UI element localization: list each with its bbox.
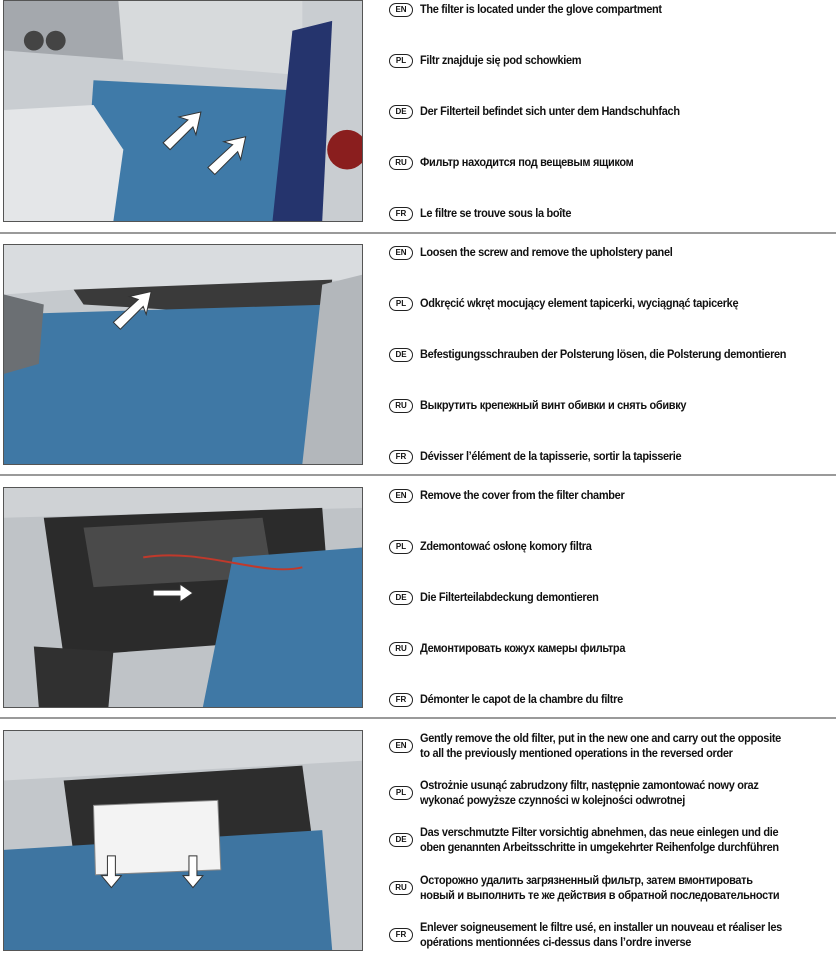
instruction-row: [389, 920, 829, 950]
instruction-row: [389, 2, 829, 17]
instruction-row: [389, 873, 829, 903]
instruction-text: Die Filterteilabdeckung demontieren: [420, 590, 599, 604]
instruction-row: [389, 104, 829, 119]
lang-badge: PL: [389, 786, 413, 800]
lang-badge: RU: [389, 399, 413, 413]
separator: [0, 474, 836, 476]
lang-badge: DE: [389, 348, 413, 362]
instruction-row: [389, 296, 829, 311]
instruction-text: Loosen the screw and remove the upholstery panel: [420, 245, 673, 259]
step-4-photo: [3, 730, 363, 951]
instruction-text: The filter is located under the glove compartment: [420, 2, 662, 16]
instruction-row: [389, 245, 829, 260]
instruction-row: [389, 347, 829, 362]
lang-badge: RU: [389, 642, 413, 656]
instruction-row: [389, 731, 829, 761]
instruction-text: Enlever soigneusement le filtre usé, en installer un nouveau et réaliser les opérations mentionnées ci-dessus dans l’ordre inverse: [420, 920, 782, 949]
instruction-row: [389, 155, 829, 170]
instruction-text: Выкрутить крепежный винт обивки и снять обивку: [420, 398, 687, 412]
step-3-photo: [3, 487, 363, 708]
instruction-text: Демонтировать кожух камеры фильтра: [420, 641, 626, 655]
lang-badge: RU: [389, 156, 413, 170]
lang-badge: EN: [389, 246, 413, 260]
step-2-photo: [3, 244, 363, 465]
instruction-text: Фильтр находится под вещевым ящиком: [420, 155, 634, 169]
instruction-text: Filtr znajduje się pod schowkiem: [420, 53, 582, 67]
instruction-text: Das verschmutzte Filter vorsichtig abnehmen, das neue einlegen und die oben genannten Arbeitsschritte in umgekehrter Reihenfolge durchführen: [420, 825, 779, 854]
instruction-text: Befestigungsschrauben der Polsterung lösen, die Polsterung demontieren: [420, 347, 787, 361]
instruction-text: Zdemontować osłonę komory filtra: [420, 539, 592, 553]
instruction-row: [389, 53, 829, 68]
instruction-row: [389, 398, 829, 413]
instruction-text: Démonter le capot de la chambre du filtre: [420, 692, 623, 706]
instruction-row: [389, 692, 829, 707]
instruction-row: [389, 825, 829, 855]
lang-badge: DE: [389, 833, 413, 847]
lang-badge: EN: [389, 3, 413, 17]
instruction-text: Осторожно удалить загрязненный фильтр, затем вмонтировать новый и выполнить те же действия в обратной последовательности: [420, 873, 780, 902]
lang-badge: FR: [389, 207, 413, 221]
instruction-text: Odkręcić wkręt mocujący element tapicerki, wyciągnąć tapicerkę: [420, 296, 739, 310]
lang-badge: DE: [389, 591, 413, 605]
lang-badge: DE: [389, 105, 413, 119]
separator: [0, 717, 836, 719]
instruction-row: [389, 449, 829, 464]
instruction-text: Remove the cover from the filter chamber: [420, 488, 625, 502]
lang-badge: PL: [389, 540, 413, 554]
instruction-row: [389, 206, 829, 221]
lang-badge: EN: [389, 739, 413, 753]
instruction-text: Le filtre se trouve sous la boîte: [420, 206, 572, 220]
lang-badge: FR: [389, 450, 413, 464]
lang-badge: EN: [389, 489, 413, 503]
instruction-text: Ostrożnie usunąć zabrudzony filtr, następnie zamontować nowy oraz wykonać powyższe czynności w kolejności odwrotnej: [420, 778, 759, 807]
instruction-text: Dévisser l’élément de la tapisserie, sortir la tapisserie: [420, 449, 682, 463]
instruction-text: Gently remove the old filter, put in the new one and carry out the opposite to all the previously mentioned operations in the reversed order: [420, 731, 781, 760]
lang-badge: FR: [389, 928, 413, 942]
instruction-row: [389, 539, 829, 554]
instruction-row: [389, 488, 829, 503]
instruction-row: [389, 641, 829, 656]
lang-badge: PL: [389, 54, 413, 68]
instruction-row: [389, 590, 829, 605]
instruction-text: Der Filterteil befindet sich unter dem Handschuhfach: [420, 104, 680, 118]
lang-badge: RU: [389, 881, 413, 895]
separator: [0, 232, 836, 234]
step-1-photo: [3, 0, 363, 222]
lang-badge: PL: [389, 297, 413, 311]
instruction-row: [389, 778, 829, 808]
lang-badge: FR: [389, 693, 413, 707]
